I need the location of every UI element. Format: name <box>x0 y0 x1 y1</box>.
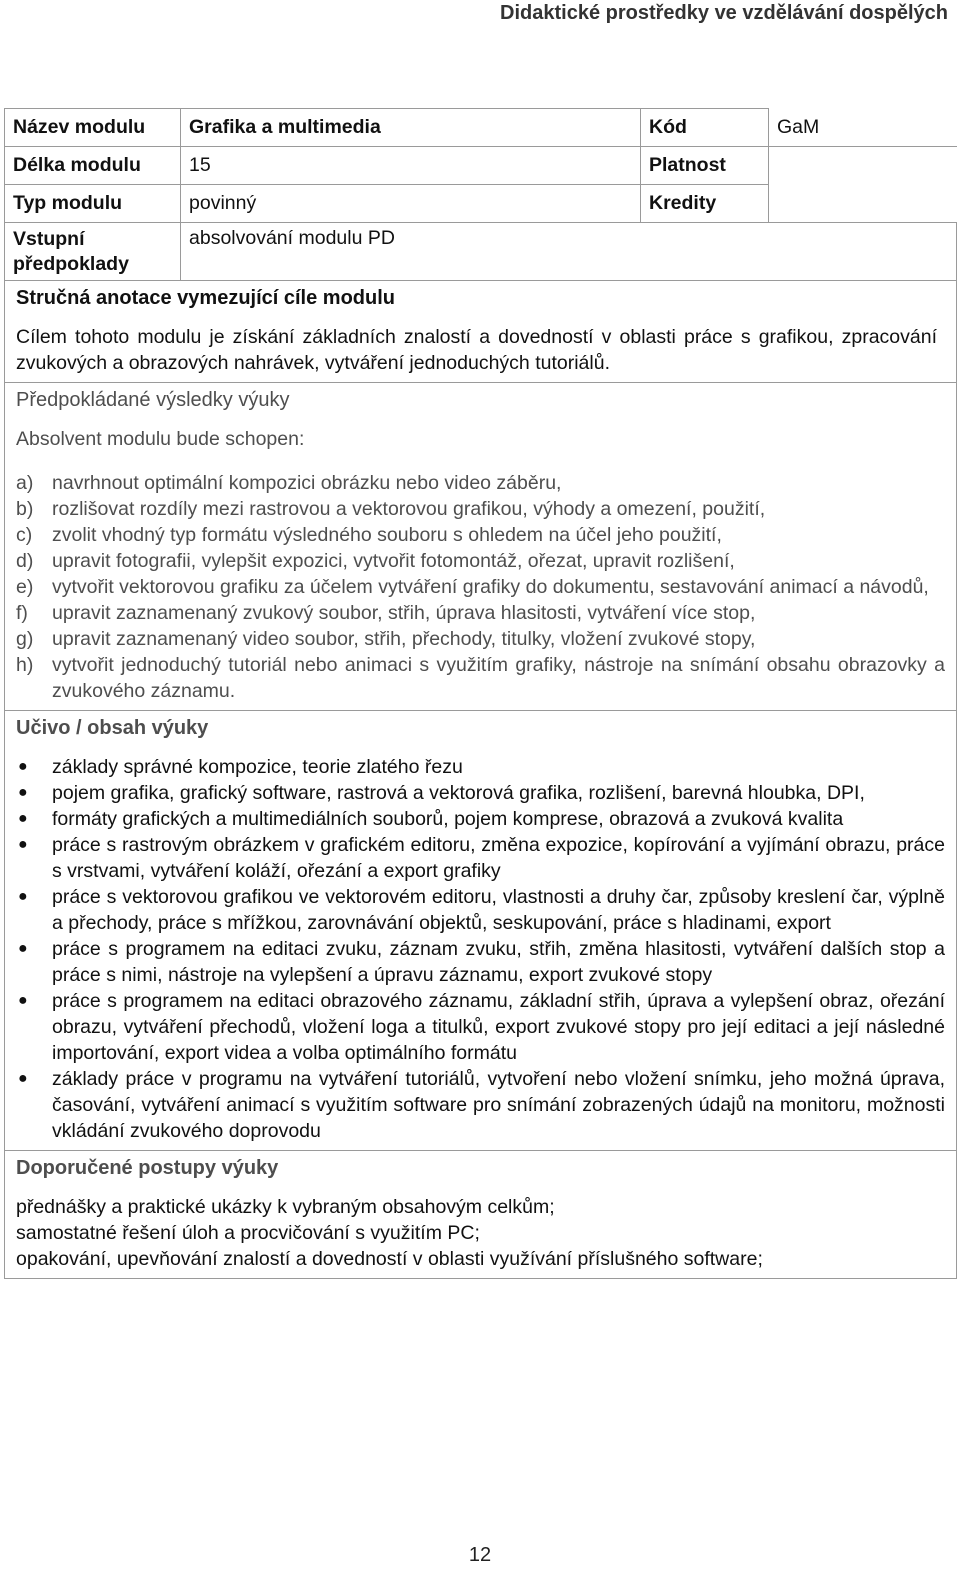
outcomes-heading: Předpokládané výsledky výuky <box>16 389 290 411</box>
methods-line: opakování, upevňování znalostí a dovedností v oblasti využívání příslušného software; <box>16 1248 763 1270</box>
methods-section <box>5 1151 957 1279</box>
outcomes-list <box>16 470 945 704</box>
module-validity-value <box>769 147 957 185</box>
bullet-icon: ● <box>18 784 28 801</box>
bullet-icon: ● <box>18 1070 28 1087</box>
content-list <box>16 754 945 1144</box>
methods-line: samostatné řešení úloh a procvičování s využitím PC; <box>16 1222 480 1244</box>
module-prereq-label: Vstupní předpoklady <box>5 223 181 281</box>
content-item: ● základy správné kompozice, teorie zlatého řezu <box>18 756 463 778</box>
content-item: ● formáty grafických a multimediálních souborů, pojem komprese, obrazová a zvuková kvalita <box>18 808 844 830</box>
outcome-item: d) upravit fotografii, vylepšit expozici, vytvořit fotomontáž, ořezat, upravit rozlišení, <box>16 550 735 572</box>
outcome-item: g) upravit zaznamenaný video soubor, střih, přechody, titulky, vložení zvukové stopy, <box>16 628 756 650</box>
content-section <box>5 711 957 1151</box>
outcome-item: f) upravit zaznamenaný zvukový soubor, střih, úprava hlasitosti, vytváření více stop, <box>16 602 756 624</box>
outcome-item: h) vytvořit jednoduchý tutoriál nebo animaci s využitím grafiky, nástroje na snímání obsahu obrazovky a zvukového záznamu. <box>16 654 945 702</box>
module-type-value: povinný <box>181 185 641 223</box>
annotation-heading: Stručná anotace vymezující cíle modulu <box>16 287 396 309</box>
bullet-icon: ● <box>18 888 28 905</box>
outcomes-intro: Absolvent modulu bude schopen: <box>16 428 305 450</box>
module-length-label: Délka modulu <box>5 147 181 185</box>
methods-line: přednášky a praktické ukázky k vybraným obsahovým celkům; <box>16 1196 555 1218</box>
content-item: ● práce s vektorovou grafikou ve vektorovém editoru, vlastnosti a druhy čar, způsoby kreslení čar, výplně a přechody, práce s mřížkou, zarovnávání objektů, seskupování, práce s hladinami, export <box>18 886 945 934</box>
content-item: ● základy práce v programu na vytváření tutoriálů, vytvoření nebo vložení snímku, jeho možná úprava, časování, vytváření animací s využitím software pro snímání zobrazených údajů na monitoru, možnosti vkládání zvukového doprovodu <box>18 1068 945 1142</box>
module-prereq-value: absolvování modulu PD <box>181 223 957 281</box>
module-type-label: Typ modulu <box>5 185 181 223</box>
module-credits-value <box>769 185 957 223</box>
module-table <box>4 108 957 1279</box>
content-item: ● pojem grafika, grafický software, rastrová a vektorová grafika, rozlišení, barevná hloubka, DPI, <box>18 782 865 804</box>
bullet-icon: ● <box>18 810 28 827</box>
module-code-label: Kód <box>641 109 769 147</box>
annotation-text: Cílem tohoto modulu je získání základních znalostí a dovedností v oblasti práce s grafikou, zpracování zvukových a obrazových nahrávek, vytváření jednoduchých tutoriálů. <box>16 326 937 374</box>
page-number: 12 <box>468 1544 492 1566</box>
bullet-icon: ● <box>18 758 28 775</box>
methods-heading: Doporučené postupy výuky <box>16 1157 279 1179</box>
module-validity-label: Platnost <box>641 147 769 185</box>
outcome-item: c) zvolit vhodný typ formátu výsledného souboru s ohledem na účel jeho použití, <box>16 524 722 546</box>
annotation-section <box>5 281 957 383</box>
content-item: ● práce s programem na editaci obrazového záznamu, základní střih, úprava a vylepšení obraz, ořezání obrazu, vytváření přechodů, vložení loga a titulků, export zvukové stopy pro její editaci a její následné importování, export videa a volba optimálního formátu <box>18 990 945 1064</box>
bullet-icon: ● <box>18 836 28 853</box>
module-name-label: Název modulu <box>5 109 181 147</box>
running-header: Didaktické prostředky ve vzdělávání dospělých <box>500 2 948 24</box>
module-credits-label: Kredity <box>641 185 769 223</box>
bullet-icon: ● <box>18 940 28 957</box>
bullet-icon: ● <box>18 992 28 1009</box>
module-length-value: 15 <box>181 147 641 185</box>
outcome-item: e) vytvořit vektorovou grafiku za účelem vytváření grafiky do dokumentu, sestavování animací a návodů, <box>16 576 929 598</box>
module-name-value: Grafika a multimedia <box>181 109 641 147</box>
content-item: ● práce s programem na editaci zvuku, záznam zvuku, střih, změna hlasitosti, vytváření dalších stop a práce s nimi, nástroje na vylepšení a úpravu záznamu, export zvukové stopy <box>18 938 945 986</box>
content-heading: Učivo / obsah výuky <box>16 717 209 739</box>
outcome-item: a) navrhnout optimální kompozici obrázku nebo video záběru, <box>16 472 562 494</box>
content-item: ● práce s rastrovým obrázkem v grafickém editoru, změna expozice, kopírování a vyjímání obrazu, práce s vrstvami, vytváření koláží, ořezání a export grafiky <box>18 834 945 882</box>
module-code-value: GaM <box>769 109 957 147</box>
outcomes-section <box>5 383 957 711</box>
outcome-item: b) rozlišovat rozdíly mezi rastrovou a vektorovou grafikou, výhody a omezení, použití, <box>16 498 766 520</box>
